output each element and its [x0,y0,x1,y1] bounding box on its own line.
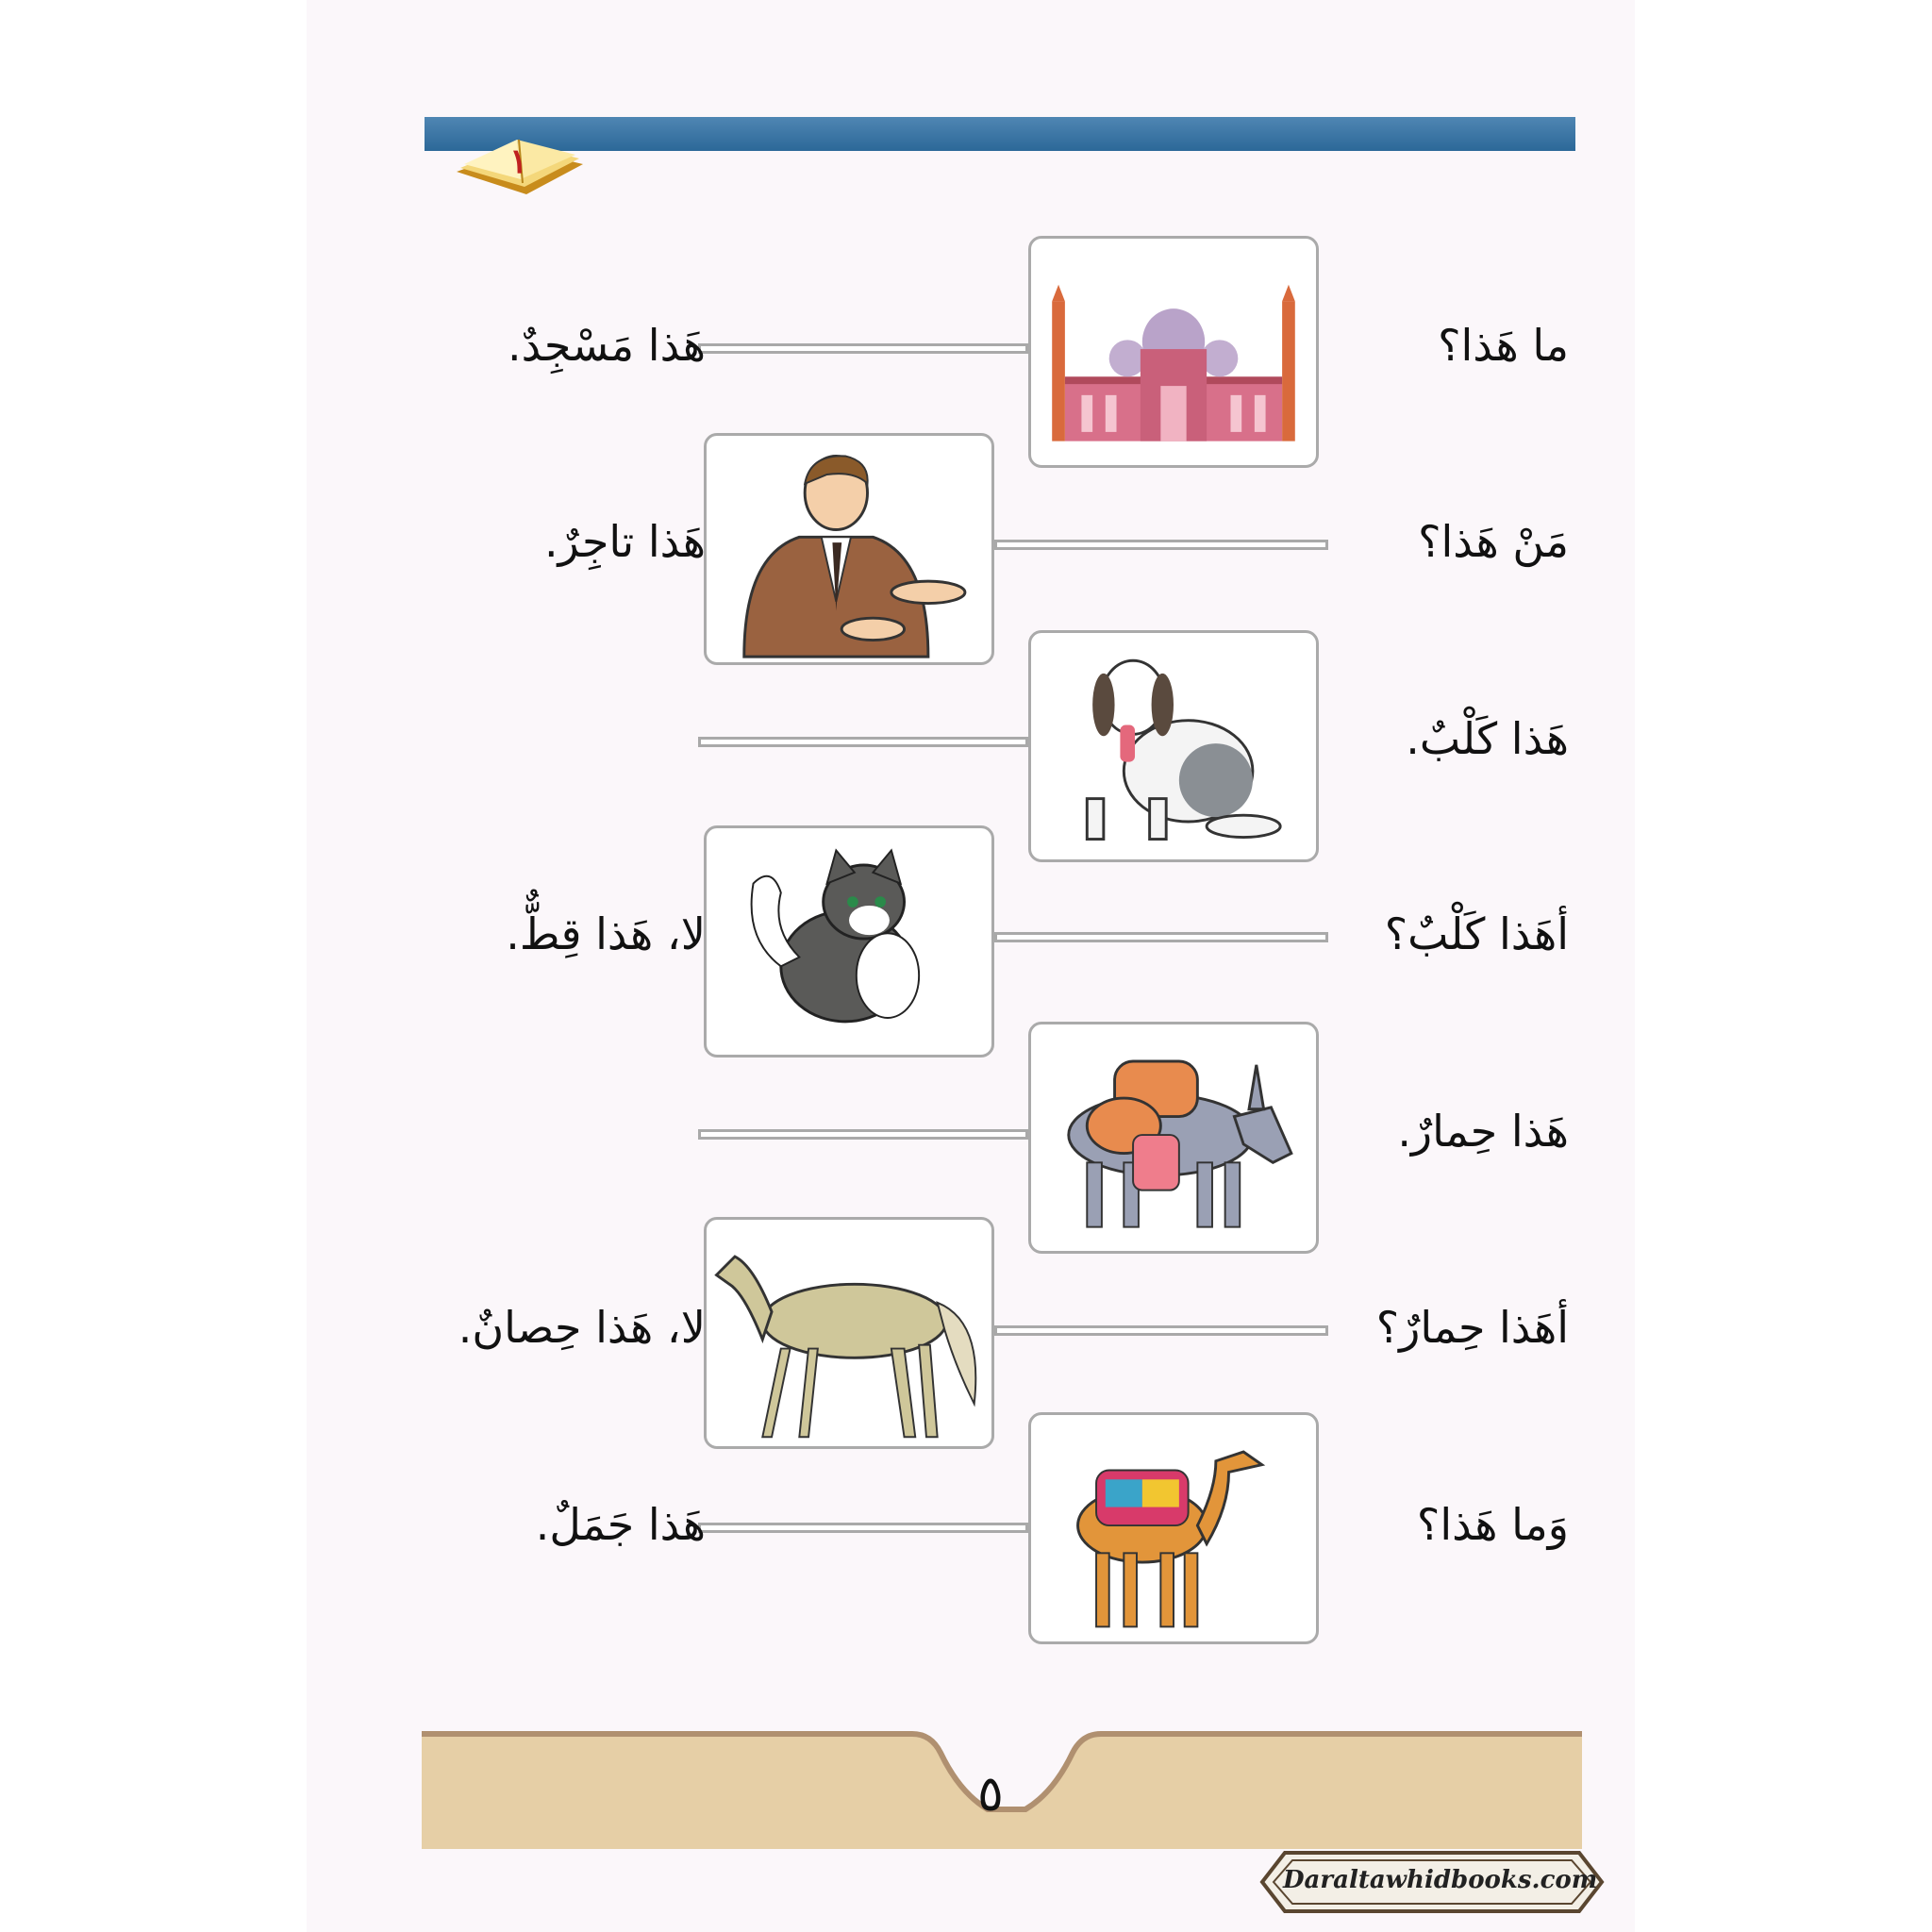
answer-text: لا، هَذا قِطٌّ. [506,908,706,959]
question-text: وَما هَذا؟ [1416,1499,1569,1550]
merchant-image [704,433,994,665]
answer-text: هَذا تاجِرٌ. [543,516,706,567]
horse-image [704,1217,994,1449]
donkey-image [1028,1022,1319,1254]
connector-line [698,737,1028,747]
connector-line [994,1325,1328,1336]
page-number: ٥ [977,1766,1004,1823]
camel-image [1028,1412,1319,1644]
connector-line [994,932,1328,942]
cat-image [704,825,994,1058]
answer-text: هَذا مَسْجِدٌ. [508,320,706,371]
answer-text: هَذا جَمَلٌ. [535,1499,706,1550]
question-text: مَنْ هَذا؟ [1418,516,1569,567]
lesson-number: ١ [509,142,528,181]
dog-image [1028,630,1319,862]
question-text: هَذا كَلْبٌ. [1406,713,1569,764]
lesson-header-bar [425,117,1575,151]
question-text: أهَذا كَلْبٌ؟ [1384,908,1569,959]
question-text: ما هَذا؟ [1438,320,1569,371]
mosque-image [1028,236,1319,468]
answer-text: لا، هَذا حِصانٌ. [458,1302,706,1353]
connector-line [698,1523,1028,1533]
connector-line [698,1129,1028,1140]
question-text: أهَذا حِمارٌ؟ [1375,1302,1569,1353]
question-text: هَذا حِمارٌ. [1397,1106,1569,1157]
watermark-text: Daraltawhidbooks.com [1283,1866,1598,1894]
connector-line [698,343,1028,354]
connector-line [994,540,1328,550]
open-book-icon [451,123,592,217]
